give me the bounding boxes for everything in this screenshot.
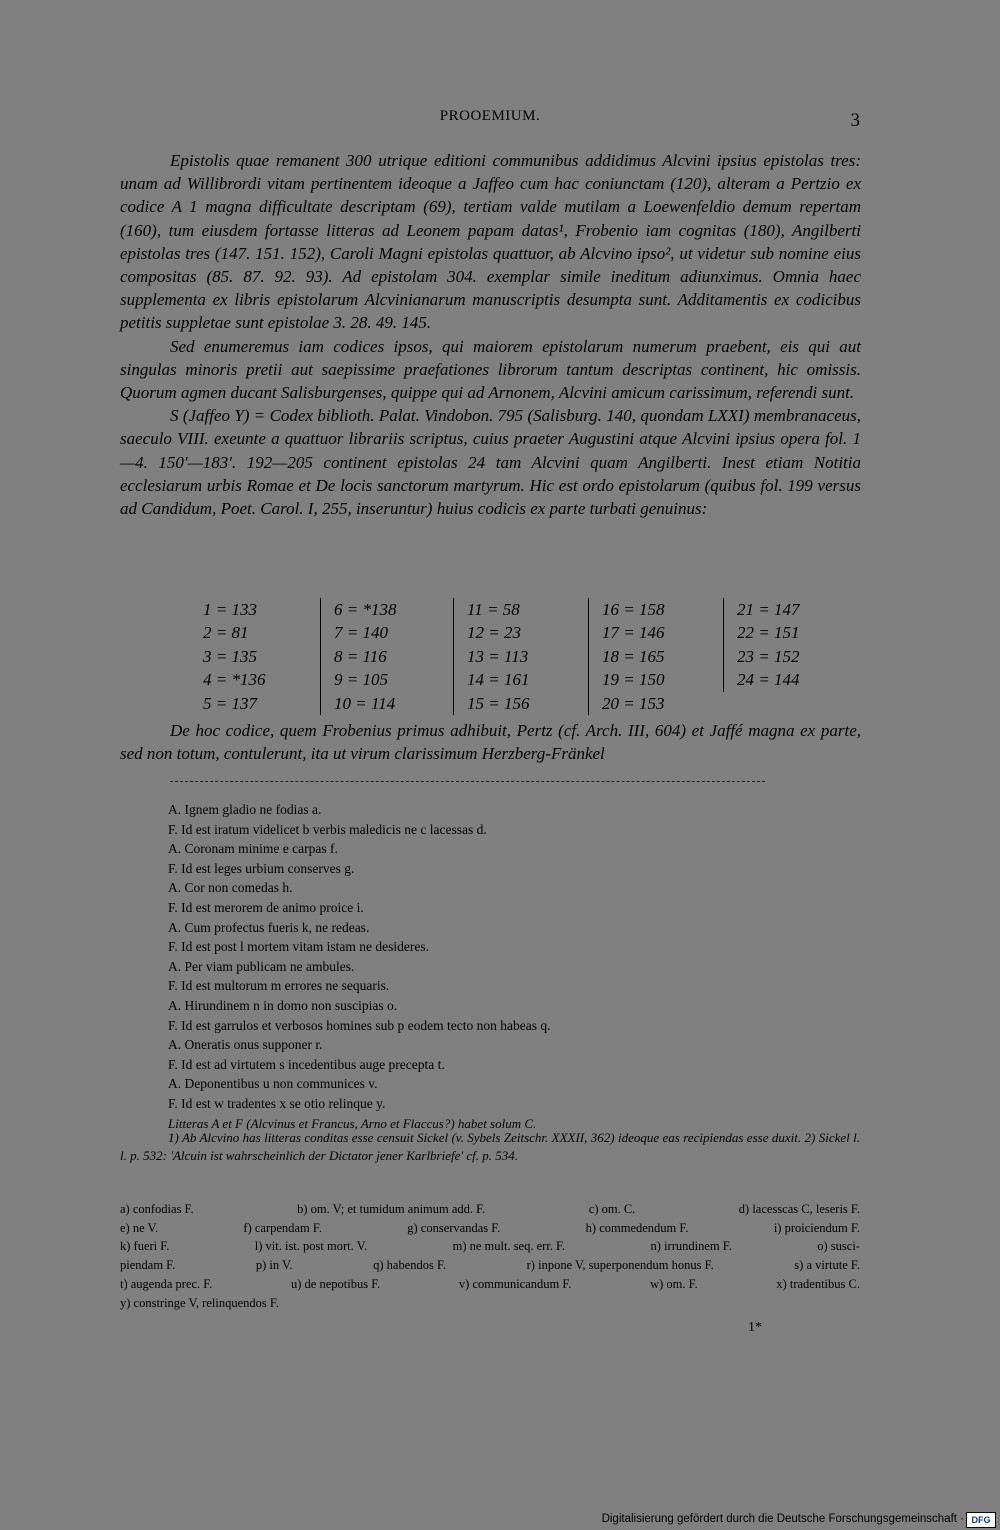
appendix-line: F. Id est merorem de animo proice i. — [168, 899, 364, 915]
appendix-dialogue — [168, 800, 868, 1133]
table-cell: 1 = 133 — [203, 600, 257, 619]
paragraph: S (Jaffeo Y) = Codex biblioth. Palat. Vindobon. 795 (Salisburg. 140, quondam LXXI) membranaceus, saeculo VIII. exeunte a quattuor librariis scriptus, cuius praeter Augustini atque Alcvini ipsius opera fol. 1—4. 150′—183′. 192—205 continent epistolas 24 tam Alcvini quam Angilberti. Inest etiam Notitia ecclesiarum urbis Romae et De locis sanctorum martyrum. Hic est ordo epistolarum (quibus fol. 199 versus ad Candidum, Poet. Carol. I, 255, inseruntur) huius codicis ex parte turbati genuinus: — [120, 406, 861, 519]
paragraph: De hoc codice, quem Frobenius primus adhibuit, Pertz (cf. Arch. III, 604) et Jaffé magna ex parte, sed non totum, contulerunt, ita ut virum clarissimum Herzberg-Fränkel — [120, 721, 861, 764]
variant-entry: q) habendos F. — [373, 1258, 447, 1273]
table-cell: 5 = 137 — [203, 693, 257, 713]
main-text — [120, 149, 861, 520]
variant-entry: t) augenda prec. F. — [120, 1276, 213, 1291]
variant-line — [120, 1275, 860, 1294]
concordance-table — [190, 598, 846, 715]
variant-entry: n) irrundinem F. — [650, 1239, 732, 1254]
dfg-logo: DFG — [966, 1512, 996, 1528]
variant-line — [120, 1219, 860, 1238]
table-cell: 16 = 158 — [589, 598, 724, 621]
table-cell: 23 = 152 — [724, 645, 847, 668]
footnotes — [120, 1129, 860, 1164]
variant-line — [120, 1237, 860, 1256]
appendix-line: A. Deponentibus u non communices v. — [168, 1076, 378, 1092]
table-cell: 24 = 144 — [724, 668, 847, 691]
table-cell: 3 = 135 — [203, 646, 257, 666]
variant-entry: e) ne V. — [120, 1220, 159, 1235]
footer-bar — [0, 1510, 1000, 1530]
table-row — [190, 692, 846, 715]
variant-entry: y) constringe V, relinquendos F. — [120, 1295, 279, 1310]
table-cell: 9 = 105 — [321, 668, 454, 691]
running-header — [120, 108, 860, 134]
variant-entry: w) om. F. — [650, 1276, 698, 1291]
table-cell: 11 = 58 — [454, 598, 589, 621]
variant-line — [120, 1200, 860, 1219]
appendix-line: A. Cor non comedas h. — [168, 880, 293, 896]
table-cell: 13 = 113 — [454, 645, 589, 668]
appendix-line: F. Id est iratum videlicet b verbis maledicis ne c lacessas d. — [168, 821, 487, 837]
table-row — [190, 598, 846, 621]
paragraph: Epistolis quae remanent 300 utrique editioni communibus addidimus Alcvini ipsius epistolas tres: unam ad Willibrordi vitam pertinentem ideoque a Jaffeo cum hac coniunctam (120), alteram a Pertzio ex codice A 1 magna difficultate descriptam (69), tertiam valde mutilam a Loewenfeldio demum repertam (160), tum eiusdem fortasse litteras ad Leonem papam datas¹, Frobenio iam cognitas (180), Angilberti epistolas tres (147. 151. 152), Caroli Magni epistolas quattuor, ab Alcvino ipso², ut videtur sub nomine eius compositas (85. 87. 92. 93). Ad epistolam 304. exemplar simile ineditum adiunximus. Omnia haec supplementa ex libris epistolarum Alcvinianarum manuscriptis desumpta sunt. Additamentis ex codicibus petitis suppletae sunt epistolae 3. 28. 49. 145. — [120, 151, 861, 333]
variant-entry: m) ne mult. seq. err. F. — [452, 1239, 566, 1254]
appendix-line: A. Per viam publicam ne ambules. — [168, 958, 355, 974]
variant-entry: p) in V. — [255, 1258, 293, 1273]
variant-entry: k) fueri F. — [120, 1239, 170, 1254]
table-cell: 18 = 165 — [589, 645, 724, 668]
appendix-line: F. Id est ad virtutem s incedentibus auge precepta t. — [168, 1056, 445, 1072]
variant-entry: o) susci- — [817, 1239, 860, 1254]
appendix-line: A. Ignem gladio ne fodias a. — [168, 802, 322, 817]
table-cell: 17 = 146 — [589, 621, 724, 644]
variant-entry: g) conservandas F. — [407, 1220, 501, 1235]
variant-entry: b) om. V; et tumidum animum add. F. — [297, 1202, 486, 1216]
table-cell: 21 = 147 — [724, 598, 847, 621]
running-title: PROOEMIUM. — [439, 108, 541, 124]
variant-entry: v) communicandum F. — [458, 1276, 572, 1291]
table-row — [190, 668, 846, 691]
appendix-note: Litteras A et F (Alcvinus et Francus, Arno et Flaccus?) habet solum C. — [168, 1115, 537, 1131]
appendix-line: A. Cum profectus fueris k, ne redeas. — [168, 919, 370, 935]
appendix-line: F. Id est w tradentes x se otio relinque y. — [168, 1095, 386, 1111]
table-cell: 7 = 140 — [321, 621, 454, 644]
footnote-text: 1) Ab Alcvino has litteras conditas esse censuit Sickel (v. Sybels Zeitschr. XXXII, 362) ideoque eas recipiendas esse duxit. 2) Sickel l. l. p. 532: 'Alcuin ist wahrscheinlich der Dictator jener Karlbriefe' cf. p. 534. — [120, 1130, 860, 1163]
appendix-line: A. Coronam minime e carpas f. — [168, 841, 338, 857]
separator-rule — [170, 781, 765, 782]
table-cell: 8 = 116 — [321, 645, 454, 668]
variant-entry: s) a virtute F. — [794, 1258, 860, 1273]
main-text-continued — [120, 719, 861, 765]
signature-mark: 1* — [748, 1320, 762, 1335]
variant-entry: piendam F. — [120, 1258, 176, 1273]
variant-entry: f) carpendam F. — [243, 1220, 322, 1235]
page-number: 3 — [850, 110, 860, 131]
variant-entry: d) lacesscas C, leseris F. — [738, 1202, 860, 1216]
appendix-line: F. Id est garrulos et verbosos homines sub p eodem tecto non habeas q. — [168, 1017, 551, 1033]
variant-entry: r) inpone V, superponendum honus F. — [526, 1258, 714, 1273]
table-cell — [724, 692, 847, 715]
appendix-line: F. Id est multorum m errores ne sequaris. — [168, 978, 390, 994]
appendix-line: A. Oneratis onus supponer r. — [168, 1037, 323, 1053]
variant-line — [120, 1256, 860, 1275]
paragraph: Sed enumeremus iam codices ipsos, qui maiorem epistolarum numerum praebent, eis qui aut singulas minoris pretii aut saepissime praefationes librorum tantum descriptas continent, hic omissis. Quorum agmen ducant Salisburgenses, quippe qui ad Arnonem, Alcvini amicum carissimum, referendi sunt. — [120, 336, 861, 403]
table-cell: 10 = 114 — [321, 692, 454, 715]
table-row — [190, 645, 846, 668]
appendix-line: A. Hirundinem n in domo non suscipias o. — [168, 997, 398, 1013]
table-cell: 14 = 161 — [454, 668, 589, 691]
table-cell: 4 = *136 — [203, 670, 266, 690]
table-cell: 19 = 150 — [589, 668, 724, 691]
footer-credit: Digitalisierung gefördert durch die Deutsche Forschungsgemeinschaft · — [601, 1513, 964, 1525]
table-cell: 6 = *138 — [321, 598, 454, 621]
table-cell: 20 = 153 — [589, 692, 724, 715]
table-cell: 22 = 151 — [724, 621, 847, 644]
table-row — [190, 621, 846, 644]
table-cell: 15 = 156 — [454, 692, 589, 715]
table-cell: 2 = 81 — [203, 623, 249, 643]
table-cell: 12 = 23 — [454, 621, 589, 644]
variant-entry: i) proiciendum F. — [773, 1220, 860, 1235]
variant-readings — [120, 1200, 860, 1312]
variant-entry: u) de nepotibus F. — [291, 1276, 381, 1291]
variant-entry: h) commedendum F. — [585, 1220, 689, 1235]
variant-entry: c) om. C. — [588, 1202, 636, 1216]
variant-entry: l) vit. ist. post mort. V. — [254, 1239, 368, 1254]
variant-entry: x) tradentibus C. — [776, 1276, 860, 1291]
variant-entry: a) confodias F. — [120, 1202, 194, 1216]
variant-line — [120, 1294, 860, 1313]
appendix-line: F. Id est post l mortem vitam istam ne desideres. — [168, 939, 430, 955]
appendix-line: F. Id est leges urbium conserves g. — [168, 860, 355, 876]
